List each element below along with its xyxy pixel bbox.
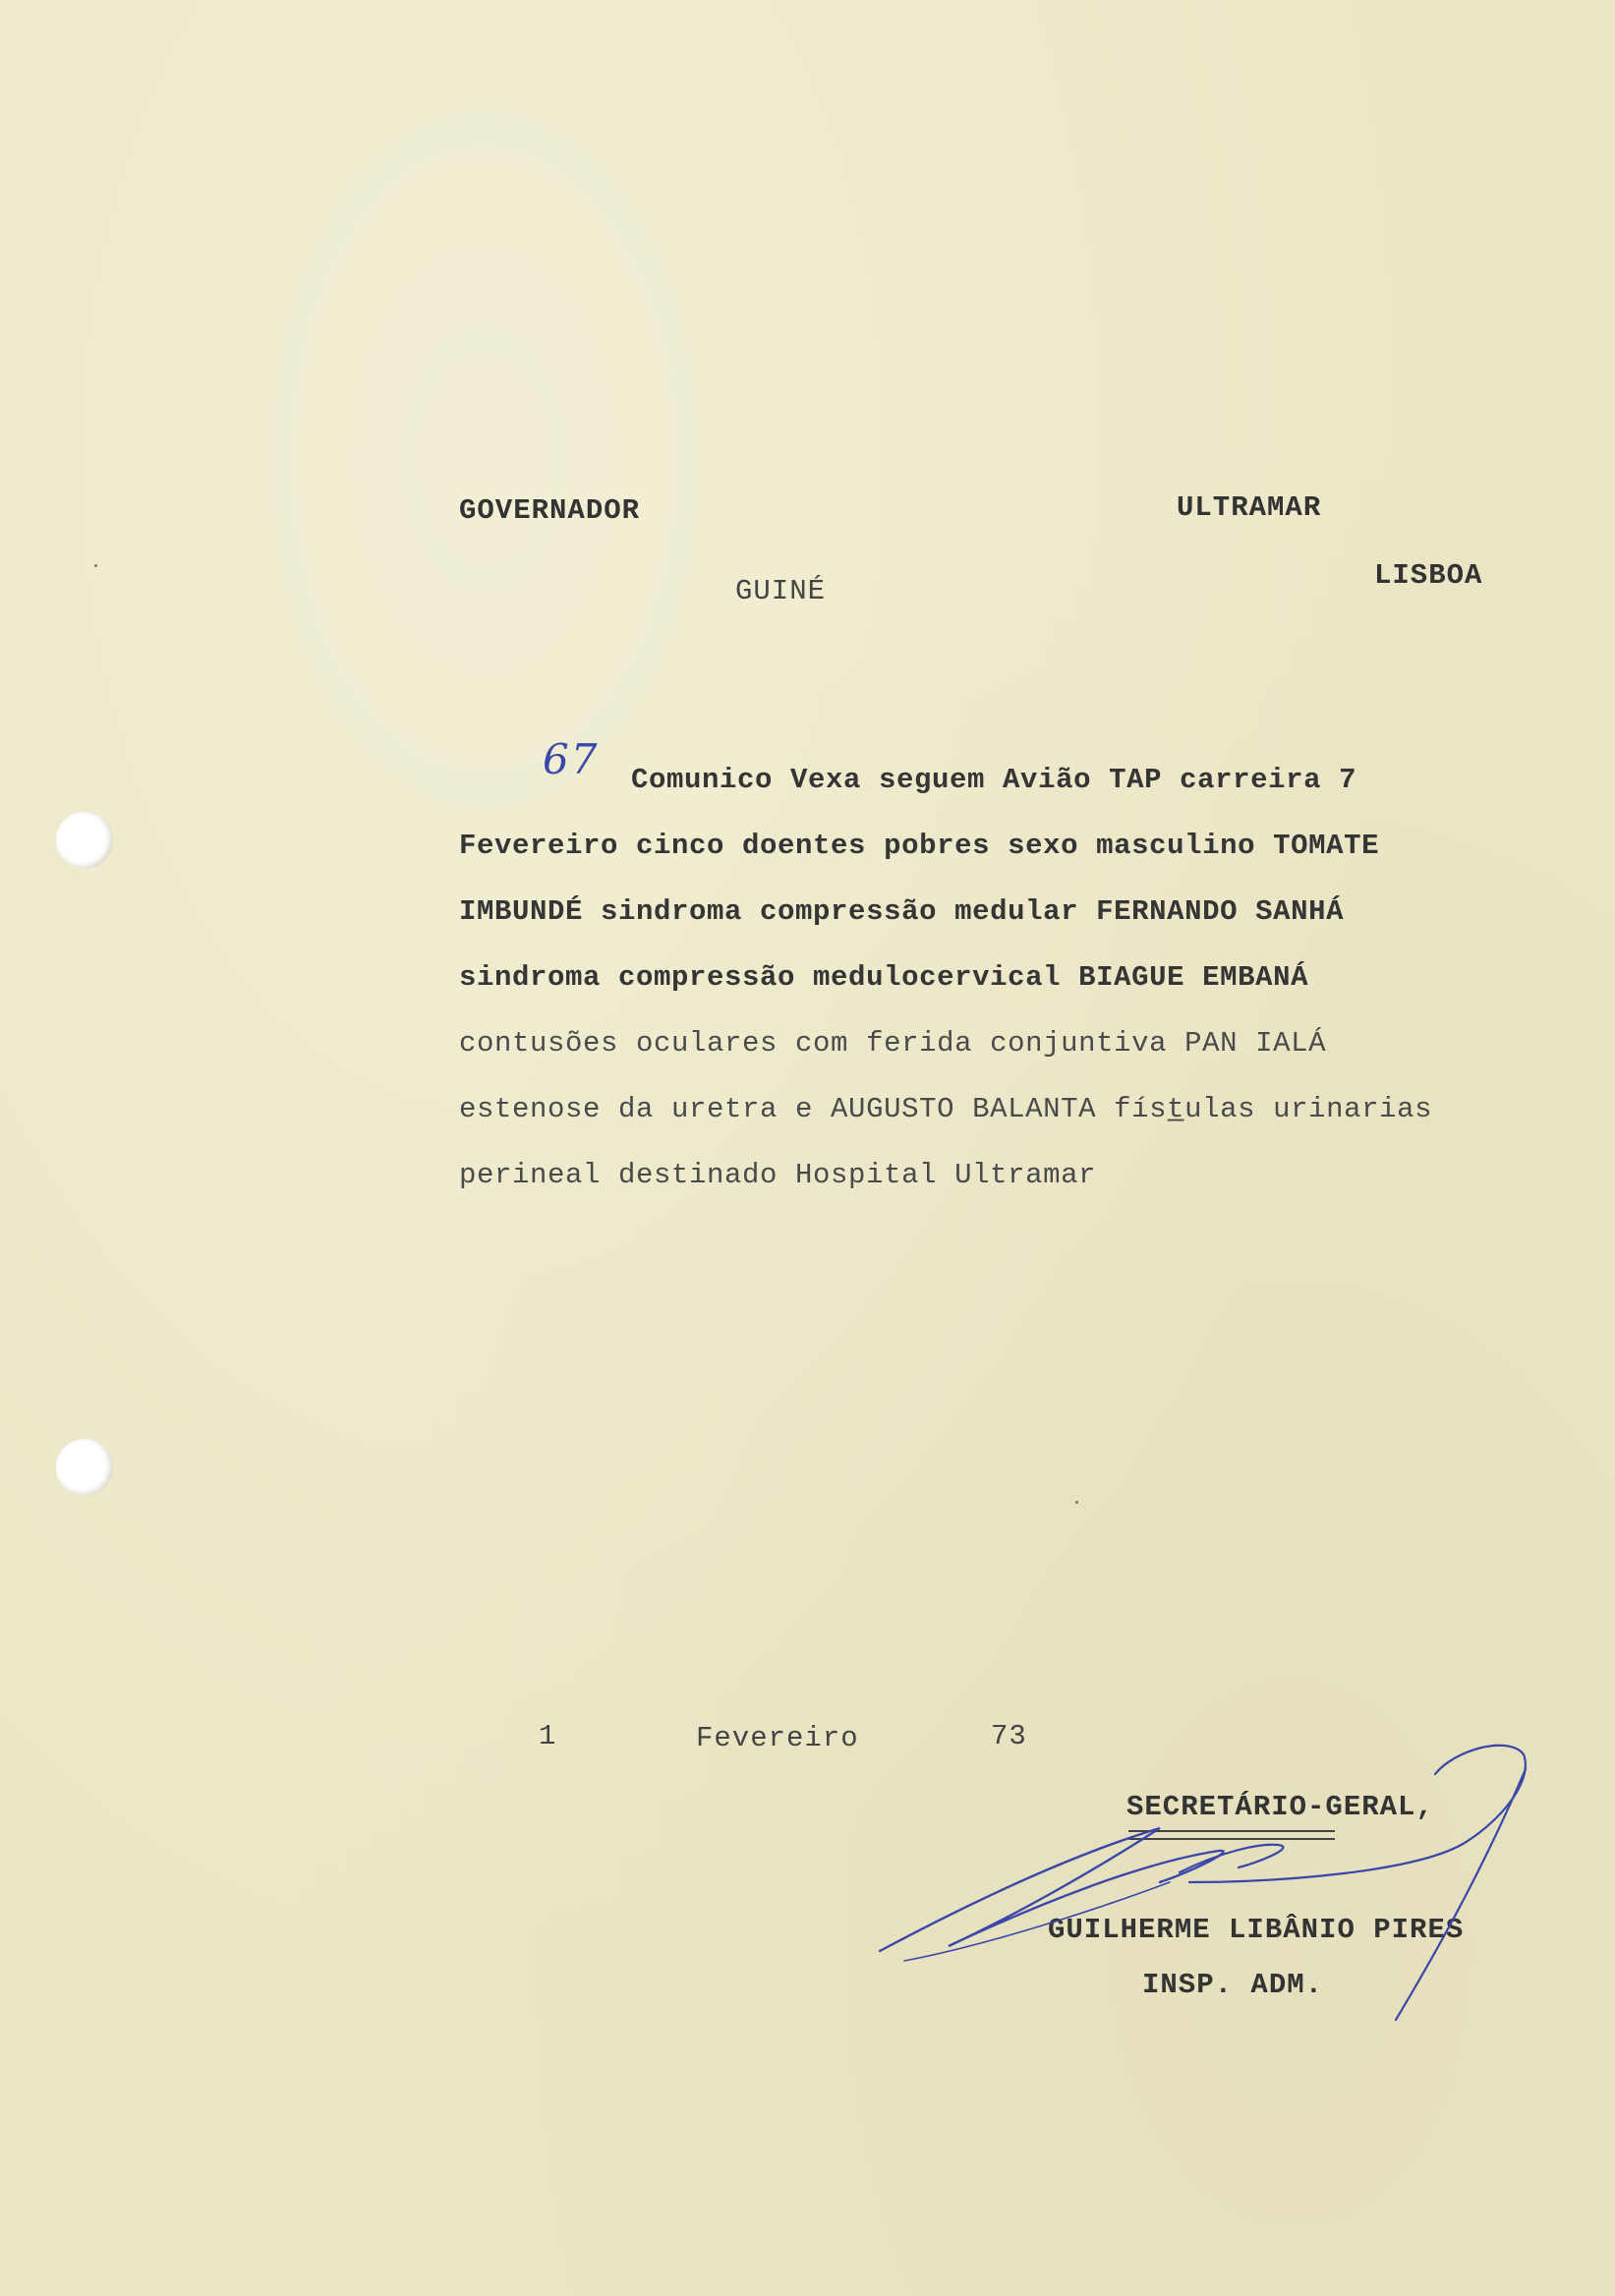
date-day: 1 xyxy=(539,1720,557,1752)
punch-hole-top xyxy=(56,812,113,869)
sender-place: GUINÉ xyxy=(735,575,827,607)
paper-speck xyxy=(94,564,97,567)
handwritten-number: 67 xyxy=(543,735,600,783)
message-line: perineal destinado Hospital Ultramar xyxy=(459,1159,1097,1191)
message-line: estenose da uretra e AUGUSTO BALANTA físt̲ulas urinarias xyxy=(459,1093,1433,1125)
message-line: Fevereiro cinco doentes pobres sexo masculino TOMATE xyxy=(459,830,1380,862)
signatory-title: SECRETÁRIO-GERAL, xyxy=(1126,1791,1434,1823)
message-body xyxy=(459,747,1530,1208)
title-double-underline xyxy=(1128,1830,1335,1840)
message-line: contusões oculares com ferida conjuntiva PAN IALÁ xyxy=(459,1027,1327,1060)
signatory-name: GUILHERME LIBÂNIO PIRES xyxy=(1048,1914,1465,1946)
paper-speck xyxy=(1075,1501,1078,1504)
signatory-rank: INSP. ADM. xyxy=(1142,1969,1324,2001)
sender-label: GOVERNADOR xyxy=(459,494,641,527)
recipient-place: LISBOA xyxy=(1374,559,1483,592)
recipient-label: ULTRAMAR xyxy=(1177,491,1322,524)
message-line: sindroma compressão medulocervical BIAGUE EMBANÁ xyxy=(459,961,1309,994)
date-month: Fevereiro xyxy=(696,1722,859,1754)
message-line: Comunico Vexa seguem Avião TAP carreira 7 xyxy=(631,764,1357,796)
punch-hole-bottom xyxy=(56,1439,113,1496)
message-line: IMBUNDÉ sindroma compressão medular FERNANDO SANHÁ xyxy=(459,895,1345,928)
date-year: 73 xyxy=(991,1720,1027,1752)
